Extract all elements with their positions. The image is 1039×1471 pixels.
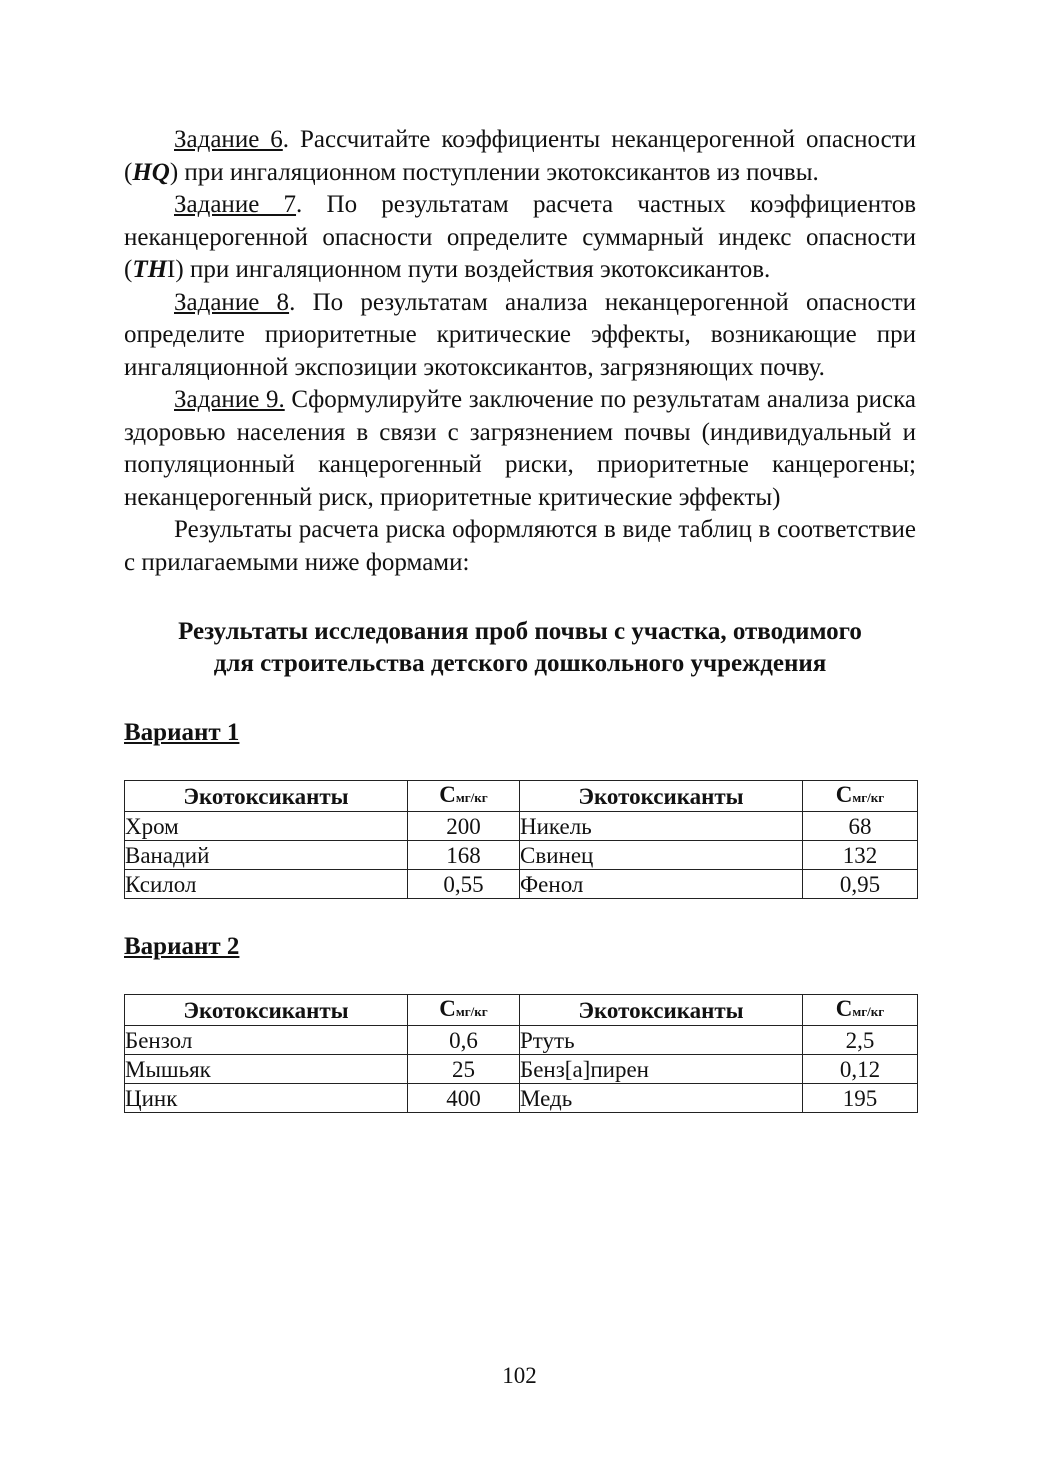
task-8-paragraph <box>124 287 916 385</box>
concentration-cell: 68 <box>803 812 918 841</box>
variant-1-table <box>124 780 918 899</box>
concentration-cell: 168 <box>408 841 520 870</box>
variant-2-table <box>124 994 918 1113</box>
substance-cell: Фенол <box>520 870 803 899</box>
substance-cell: Никель <box>520 812 803 841</box>
task-6-label: Задание 6 <box>174 126 283 153</box>
task-6-paragraph <box>124 124 916 189</box>
table-row <box>125 1055 918 1084</box>
task-9-paragraph <box>124 384 916 514</box>
conc-symbol: C <box>439 782 456 807</box>
conc-symbol: C <box>835 782 853 807</box>
task-8-text: . По результатам анализа неканцерогенной опасности определите приоритетные критические эффекты, возникающие при ингаляционной экспозиции экотоксикантов, загрязняющих почву. <box>124 288 917 381</box>
concentration-cell: 400 <box>408 1084 520 1113</box>
concentration-cell: 195 <box>803 1084 918 1113</box>
table-row <box>125 841 918 870</box>
conc-unit: мг/кг <box>852 790 885 805</box>
table-row <box>125 870 918 899</box>
header-ecotoxicants: Экотоксиканты <box>520 781 803 812</box>
header-ecotoxicants: Экотоксиканты <box>520 995 803 1026</box>
table-row <box>125 1026 918 1055</box>
concentration-cell: 0,12 <box>803 1055 918 1084</box>
concentration-cell: 200 <box>408 812 520 841</box>
header-ecotoxicants: Экотоксиканты <box>125 781 408 812</box>
table-header-row <box>125 995 918 1026</box>
header-ecotoxicants: Экотоксиканты <box>125 995 408 1026</box>
table-row <box>125 1084 918 1113</box>
substance-cell: Бензол <box>125 1026 408 1055</box>
concentration-cell: 2,5 <box>803 1026 918 1055</box>
substance-cell: Ксилол <box>125 870 408 899</box>
task-6-text-a: . Рассчитайте коэффициенты неканцерогенной опасности ( <box>124 126 917 186</box>
substance-cell: Ртуть <box>520 1026 803 1055</box>
concentration-cell: 0,55 <box>408 870 520 899</box>
task-7-label: Задание 7 <box>174 191 297 218</box>
concentration-cell: 0,6 <box>408 1026 520 1055</box>
concentration-cell: 25 <box>408 1055 520 1084</box>
table-header-row <box>125 781 918 812</box>
header-concentration <box>803 781 918 812</box>
task-9-label: Задание 9. <box>174 386 285 413</box>
page-content <box>124 124 916 1113</box>
substance-cell: Медь <box>520 1084 803 1113</box>
task-7-text-b: ) при ингаляционном пути воздействия экотоксикантов. <box>175 256 771 283</box>
thi-symbol-tail: I <box>167 256 176 283</box>
concentration-cell: 0,95 <box>803 870 918 899</box>
conc-unit: мг/кг <box>852 1004 885 1019</box>
hq-symbol: HQ <box>132 158 170 186</box>
task-6-text-b: ) при ингаляционном поступлении экотоксикантов из почвы. <box>169 158 819 186</box>
task-7-paragraph <box>124 189 916 287</box>
conc-symbol: C <box>835 996 853 1021</box>
thi-symbol: TH <box>132 256 168 283</box>
substance-cell: Цинк <box>125 1084 408 1113</box>
results-note-paragraph: Результаты расчета риска оформляются в виде таблиц в соответствие с прилагаемыми ниже формами: <box>124 516 916 576</box>
task-7-text-a: . По результатам расчета частных коэффициентов неканцерогенной опасности определите суммарный индекс опасности ( <box>124 191 916 283</box>
page-number: 102 <box>502 1363 537 1388</box>
substance-cell: Свинец <box>520 841 803 870</box>
header-concentration <box>408 781 520 812</box>
variant-1-title: Вариант 1 <box>124 719 240 746</box>
conc-unit: мг/кг <box>455 790 488 805</box>
substance-cell: Хром <box>125 812 408 841</box>
concentration-cell: 132 <box>803 841 918 870</box>
section-heading-line-1: Результаты исследования проб почвы с участка, отводимого <box>178 618 862 645</box>
substance-cell: Бенз[а]пирен <box>520 1055 803 1084</box>
table-row <box>125 812 918 841</box>
task-9-text: Сформулируйте заключение по результатам анализа риска здоровью населения в связи с загрязнением почвы (индивидуальный и популяционный канцерогенный риски, приоритетные канцерогены; неканцерогенный риск, приоритетные критические эффекты) <box>124 386 916 511</box>
header-concentration <box>803 995 918 1026</box>
conc-symbol: C <box>439 996 456 1021</box>
section-heading-line-2: для строительства детского дошкольного учреждения <box>213 650 827 677</box>
substance-cell: Мышьяк <box>125 1055 408 1084</box>
header-concentration <box>408 995 520 1026</box>
task-8-label: Задание 8 <box>174 288 290 316</box>
substance-cell: Ванадий <box>125 841 408 870</box>
section-heading <box>124 616 916 680</box>
variant-2-title: Вариант 2 <box>124 933 240 960</box>
conc-unit: мг/кг <box>455 1004 488 1019</box>
